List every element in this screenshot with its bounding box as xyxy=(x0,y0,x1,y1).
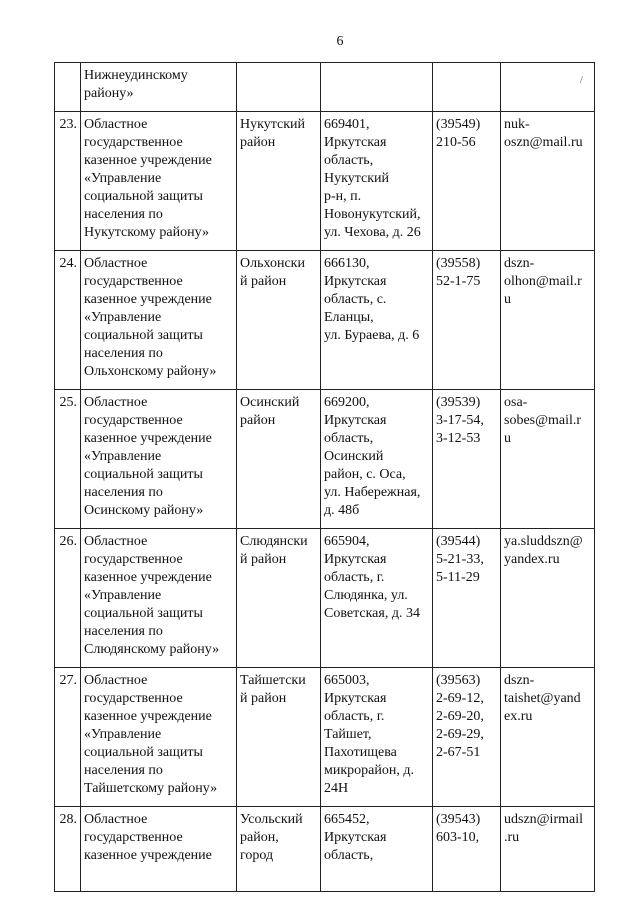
email-address-line: taishet@yand xyxy=(504,691,581,706)
postal-address-line: область, с. xyxy=(324,292,387,307)
institution-name-line: населения по xyxy=(84,624,163,639)
phone-numbers-line: (39544) xyxy=(436,534,481,549)
district-line: Осинский xyxy=(240,395,300,410)
institution-name-line: социальной защиты xyxy=(84,467,203,482)
institution-name-line: государственное xyxy=(84,691,183,706)
email-address-line: ex.ru xyxy=(504,709,533,724)
institution-name-cell xyxy=(81,529,237,668)
postal-address-line: ул. Бураева, д. 6 xyxy=(324,328,420,343)
row-number-cell: 25. xyxy=(55,390,81,529)
district-line: город xyxy=(240,848,274,863)
institution-name-line: Областное xyxy=(84,117,148,132)
postal-address-cell xyxy=(321,807,433,892)
registry-table xyxy=(54,62,595,892)
postal-address-line: область, г. xyxy=(324,709,385,724)
postal-address-line: Иркутская xyxy=(324,413,387,428)
institution-name-line: населения по xyxy=(84,207,163,222)
postal-address-cell xyxy=(321,390,433,529)
institution-name-line: Ольхонскому району» xyxy=(84,364,217,379)
district-cell xyxy=(237,529,321,668)
institution-name-line: казенное учреждение xyxy=(84,292,212,307)
institution-name-line: «Управление xyxy=(84,449,162,464)
email-address-line: udszn@irmail xyxy=(504,812,583,827)
postal-address-line: р-н, п. xyxy=(324,189,362,204)
email-address-line: nuk- xyxy=(504,117,530,132)
phone-numbers-line: 2-69-20, xyxy=(436,709,484,724)
institution-name-line: населения по xyxy=(84,485,163,500)
institution-name-line: казенное учреждение xyxy=(84,848,212,863)
phone-numbers-cell xyxy=(433,529,501,668)
postal-address-line: Тайшет, xyxy=(324,727,372,742)
email-address-cell xyxy=(501,390,595,529)
district-line: район xyxy=(240,413,276,428)
email-address-line: dszn- xyxy=(504,673,535,688)
institution-name-cell xyxy=(81,112,237,251)
phone-numbers-line: 210-56 xyxy=(436,135,476,150)
phone-numbers-cell xyxy=(433,112,501,251)
institution-name-line: государственное xyxy=(84,274,183,289)
district-line: Ольхонски xyxy=(240,256,305,271)
district-cell xyxy=(237,807,321,892)
phone-numbers-line: (39543) xyxy=(436,812,481,827)
institution-name-line: социальной защиты xyxy=(84,606,203,621)
postal-address-cell xyxy=(321,668,433,807)
email-address-cell xyxy=(501,807,595,892)
district-line: Тайшетски xyxy=(240,673,306,688)
table-row xyxy=(55,63,595,112)
postal-address-cell xyxy=(321,529,433,668)
phone-numbers-line: 2-69-29, xyxy=(436,727,484,742)
institution-name-line: Тайшетскому району» xyxy=(84,781,218,796)
phone-numbers-line: 5-21-33, xyxy=(436,552,484,567)
row-number-cell: 24. xyxy=(55,251,81,390)
row-number-cell: 27. xyxy=(55,668,81,807)
phone-numbers-line: 603-10, xyxy=(436,830,480,845)
institution-name-line: государственное xyxy=(84,552,183,567)
phone-numbers-cell xyxy=(433,807,501,892)
phone-numbers-cell xyxy=(433,390,501,529)
email-address-line: .ru xyxy=(504,830,520,845)
district-line: й район xyxy=(240,274,287,289)
stray-mark: / xyxy=(580,75,583,86)
postal-address-line: область, г. xyxy=(324,570,385,585)
table-row xyxy=(55,112,595,251)
postal-address-line: Иркутская xyxy=(324,830,387,845)
postal-address-line: 669401, xyxy=(324,117,370,132)
institution-name-line: Областное xyxy=(84,534,148,549)
email-address-line: oszn@mail.ru xyxy=(504,135,583,150)
district-line: Усольский xyxy=(240,812,303,827)
phone-numbers-line: 3-17-54, xyxy=(436,413,484,428)
email-address-cell xyxy=(501,529,595,668)
institution-name-line: социальной защиты xyxy=(84,328,203,343)
table-row xyxy=(55,807,595,892)
postal-address-cell xyxy=(321,63,433,112)
postal-address-line: 669200, xyxy=(324,395,370,410)
postal-address-cell xyxy=(321,112,433,251)
row-number-cell: 26. xyxy=(55,529,81,668)
phone-numbers-line: 52-1-75 xyxy=(436,274,481,289)
email-address-line: yandex.ru xyxy=(504,552,560,567)
phone-numbers-line: 2-69-12, xyxy=(436,691,484,706)
email-address-line: ya.sluddszn@ xyxy=(504,534,583,549)
institution-name-cell xyxy=(81,63,237,112)
row-number-cell xyxy=(55,63,81,112)
postal-address-line: Еланцы, xyxy=(324,310,374,325)
postal-address-line: Иркутская xyxy=(324,274,387,289)
institution-name-line: социальной защиты xyxy=(84,745,203,760)
postal-address-line: Новонукутский, xyxy=(324,207,421,222)
institution-name-line: району» xyxy=(84,86,134,101)
district-cell xyxy=(237,668,321,807)
institution-name-line: населения по xyxy=(84,763,163,778)
page-number: 6 xyxy=(336,34,344,49)
row-number-cell: 28. xyxy=(55,807,81,892)
postal-address-line: район, с. Оса, xyxy=(324,467,406,482)
institution-name-line: Нукутскому району» xyxy=(84,225,209,240)
table-row xyxy=(55,529,595,668)
institution-name-line: Областное xyxy=(84,256,148,271)
postal-address-line: область, xyxy=(324,431,374,446)
institution-name-line: социальной защиты xyxy=(84,189,203,204)
table-row xyxy=(55,668,595,807)
postal-address-line: Нукутский xyxy=(324,171,390,186)
postal-address-line: область, xyxy=(324,848,374,863)
district-line: й район xyxy=(240,691,287,706)
table-row xyxy=(55,251,595,390)
institution-name-line: казенное учреждение xyxy=(84,709,212,724)
phone-numbers-line: (39563) xyxy=(436,673,481,688)
institution-name-line: государственное xyxy=(84,135,183,150)
institution-name-line: населения по xyxy=(84,346,163,361)
postal-address-cell xyxy=(321,251,433,390)
postal-address-line: д. 48б xyxy=(324,503,360,518)
postal-address-line: Осинский xyxy=(324,449,384,464)
institution-name-line: казенное учреждение xyxy=(84,153,212,168)
district-cell xyxy=(237,390,321,529)
institution-name-line: Областное xyxy=(84,812,148,827)
institution-name-cell xyxy=(81,807,237,892)
district-line: й район xyxy=(240,552,287,567)
phone-numbers-line: 3-12-53 xyxy=(436,431,481,446)
institution-name-cell xyxy=(81,251,237,390)
postal-address-line: Слюдянка, ул. xyxy=(324,588,408,603)
email-address-cell xyxy=(501,63,595,112)
district-cell xyxy=(237,251,321,390)
postal-address-line: микрорайон, д. xyxy=(324,763,414,778)
institution-name-line: Областное xyxy=(84,673,148,688)
email-address-cell xyxy=(501,668,595,807)
email-address-line: u xyxy=(504,292,511,307)
postal-address-line: 24Н xyxy=(324,781,349,796)
postal-address-line: ул. Чехова, д. 26 xyxy=(324,225,421,240)
postal-address-line: Иркутская xyxy=(324,552,387,567)
postal-address-line: 665452, xyxy=(324,812,370,827)
email-address-line: osa- xyxy=(504,395,528,410)
email-address-cell xyxy=(501,251,595,390)
postal-address-line: Иркутская xyxy=(324,135,387,150)
phone-numbers-line: 2-67-51 xyxy=(436,745,481,760)
postal-address-line: 665003, xyxy=(324,673,370,688)
district-cell xyxy=(237,112,321,251)
phone-numbers-line: (39539) xyxy=(436,395,481,410)
institution-name-line: Областное xyxy=(84,395,148,410)
phone-numbers-line: (39558) xyxy=(436,256,481,271)
institution-name-line: «Управление xyxy=(84,727,162,742)
district-line: район xyxy=(240,135,276,150)
district-line: район, xyxy=(240,830,279,845)
row-number-cell: 23. xyxy=(55,112,81,251)
institution-name-line: «Управление xyxy=(84,310,162,325)
institution-name-line: государственное xyxy=(84,830,183,845)
institution-name-line: Нижнеудинскому xyxy=(84,68,188,83)
institution-name-cell xyxy=(81,668,237,807)
postal-address-line: 665904, xyxy=(324,534,370,549)
phone-numbers-line: (39549) xyxy=(436,117,481,132)
email-address-line: sobes@mail.r xyxy=(504,413,582,428)
district-line: Слюдянски xyxy=(240,534,308,549)
institution-name-line: «Управление xyxy=(84,171,162,186)
email-address-cell xyxy=(501,112,595,251)
phone-numbers-line: 5-11-29 xyxy=(436,570,480,585)
postal-address-line: область, xyxy=(324,153,374,168)
institution-name-line: казенное учреждение xyxy=(84,570,212,585)
email-address-line: dszn- xyxy=(504,256,535,271)
postal-address-line: Советская, д. 34 xyxy=(324,606,420,621)
phone-numbers-cell xyxy=(433,63,501,112)
district-cell xyxy=(237,63,321,112)
postal-address-line: Пахотищева xyxy=(324,745,397,760)
institution-name-line: Слюдянскому району» xyxy=(84,642,220,657)
institution-name-line: казенное учреждение xyxy=(84,431,212,446)
postal-address-line: ул. Набережная, xyxy=(324,485,421,500)
phone-numbers-cell xyxy=(433,251,501,390)
phone-numbers-cell xyxy=(433,668,501,807)
institution-name-line: государственное xyxy=(84,413,183,428)
institution-name-line: Осинскому району» xyxy=(84,503,204,518)
postal-address-line: 666130, xyxy=(324,256,370,271)
district-line: Нукутский xyxy=(240,117,306,132)
postal-address-line: Иркутская xyxy=(324,691,387,706)
table-row xyxy=(55,390,595,529)
email-address-line: u xyxy=(504,431,511,446)
email-address-line: olhon@mail.r xyxy=(504,274,582,289)
registry-body xyxy=(55,63,595,892)
institution-name-cell xyxy=(81,390,237,529)
institution-name-line: «Управление xyxy=(84,588,162,603)
